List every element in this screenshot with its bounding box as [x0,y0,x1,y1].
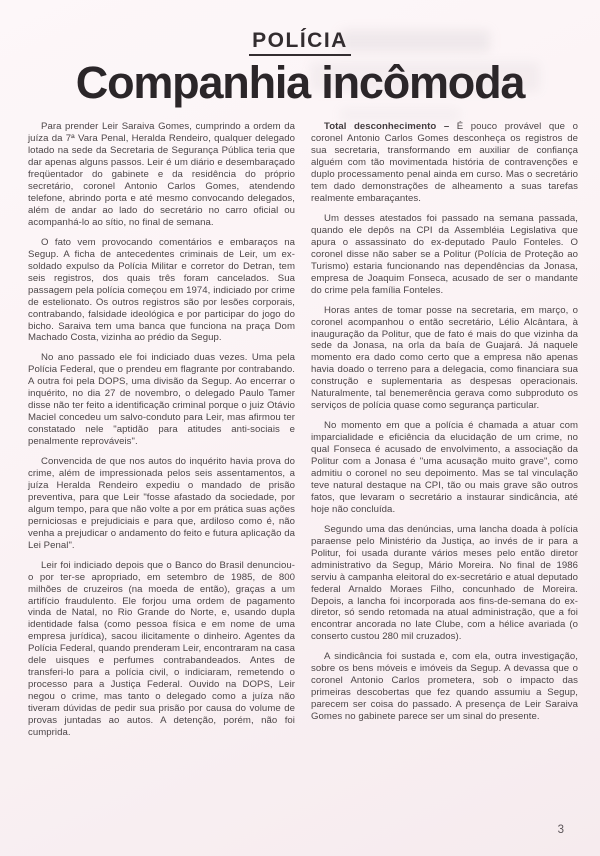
paragraph-text: Leir foi indiciado depois que o Banco do Brasil denunciou-o por ter-se apropriado, em setembro de 1985, de 800 milhões de cruzeiros (na moeda de então), graças a um artifício fraudulento. Ele forjou uma ordem de pagamento vinda de Natal, no Rio Grande do Norte, e, usando dupla identidade falsa (como pessoa física e em nome de uma empresa jurídica), sacou ilicitamente o dinheiro. Agentes da Polícia Federal, quando prenderam Leir, encontraram na casa dele uisques e perfumes contrabandeados. Antes de transferi-lo para a polícia civil, o indiciaram, remetendo o processo para a Justiça Federal. Ouvido na DOPS, Leir negou o crime, mas tanto o delegado como a juíza não tiveram dúvidas de pedir sua prisão por causa do volume de provas juntadas ao autos. A detenção, porém, não foi cumprida. [28,559,295,738]
paragraph-text: O fato vem provocando comentários e embaraços na Segup. A ficha de antecedentes criminais de Leir, um ex-soldado expulso da Polícia Militar e corretor do Detran, tem seis registros, dos quais três foram cancelados. Sua passagem pela polícia começou em 1974, indiciado por crime de estelionato. Os outros registros são por lesões corporais, contrabando, falsidade ideológica e por participar do jogo do bicho. Saraiva tem uma banca que funciona na praça Dom Machado Costa, vizinha ao prédio da Segup. [28,236,295,344]
article-paragraph [28,237,295,345]
article-column-left [28,121,295,747]
article-paragraph [28,352,295,448]
article-paragraph [311,213,578,297]
paragraph-text: Para prender Leir Saraiva Gomes, cumprindo a ordem da juíza da 7ª Vara Penal, Heralda Rendeiro, qualquer delegado lotado na sede da Secretaria de Segurança Pública teria que dar apenas alguns passos. Leir é um diário e desembaraçado freqüentador do gabinete e da residência do próprio secretário, coronel Antonio Carlos Gomes, atendendo telefone, abrindo porta e até mesmo convocando delegados, além de andar ao lado do secretário no carro oficial ou acompanhá-lo ao sítio, no final de semana. [28,121,295,228]
section-kicker: POLÍCIA [249,29,351,56]
article-paragraph [311,524,578,644]
paragraph-text: Segundo uma das denúncias, uma lancha doada à polícia paraense pelo Ministério da Justiça, ao invés de ir para a Politur, foi usada durante vários meses pelo então diretor administrativo da Segup, Mário Moreira. No final de 1986 serviu à campanha eleitoral do ex-secretário e atual deputado federal Arnaldo Moraes Filho, concunhado de Moreira. Depois, a lancha foi incorporada aos fins-de-semana do ex-diretor, só sendo retomada na atual administração, que a foi encontrar ancorada no Iate Clube, com a hélice avariada (o conserto custou 280 mil cruzados). [311,523,578,643]
article-paragraph [28,121,295,229]
paragraph-text: No momento em que a polícia é chamada a atuar com imparcialidade e eficiência da elucidação de um crime, no qual Fonseca é acusado de envolvimento, a associação da Politur com a Jonasa é "uma acusação muito grave", como admitiu o coronel no seu depoimento. Mas se tal vinculação teve natural destaque na CPI, tão ou mais grave são outros fatos, que levaram o secretário a instaurar sindicância, até hoje não concluída. [311,420,578,515]
article-paragraph [311,651,578,723]
article-paragraph [311,121,578,205]
paragraph-text: Horas antes de tomar posse na secretaria, em março, o coronel acompanhou o então secretário, Lélio Alcântara, à inauguração da Politur, que de fato é mais do que vizinha da sede da Jonasa, na orla da baía de Guajará. Já naquele momento era dado como certo que a empresa não apenas havia doado o terreno para a delegacia, como financiara sua construção e suplementaria as despesas operacionais. Naturalmente, tal benemerência gerava como subproduto os serviços de polícia quase como segurança particular. [311,304,578,412]
article-paragraph [311,420,578,516]
paragraph-text: A sindicância foi sustada e, com ela, outra investigação, sobre os bens móveis e imóveis da Segup. A devassa que o coronel Antonio Carlos prometera, sob o impacto das primeiras descobertas que fez quando assumiu a Segup, parecem ser coisa do passado. A presença de Leir Saraiva Gomes no gabinete parece ser um sinal do presente. [311,651,578,723]
paragraph-text: É pouco provável que o coronel Antonio Carlos Gomes desconheça os registros de sua secretaria, transformando em auxiliar de confiança alguém com tão movimentada história de contravenções e duplo processamento penal ainda em curso. Mas o secretário tem dado demonstrações de alheamento a suas tarefas realmente embaraçantes. [311,121,578,204]
article-paragraph [28,560,295,739]
paragraph-text: No ano passado ele foi indiciado duas vezes. Uma pela Polícia Federal, que o prendeu em flagrante por contrabando. A outra foi pela DOPS, uma divisão da Segup. Ao encerrar o inquérito, no dia 27 de novembro, o delegado Paulo Tamer disse não ter feito a identificação criminal porque o juiz Otávio Maciel concedeu um salvo-conduto para Leir, mas afirmou ter constatado nele "aptidão para atitudes anti-sociais e penalmente reprováveis". [28,352,295,448]
article-paragraph [28,456,295,552]
article-body [0,106,600,747]
article-paragraph [311,305,578,413]
article-column-right [311,121,578,747]
paragraph-lead-in: Total desconhecimento – [324,121,457,133]
article-header [0,0,600,106]
paragraph-text: Convencida de que nos autos do inquérito havia prova do crime, além de impressionada pelos seis assentamentos, a juíza Heralda Rendeiro expediu o mandado de prisão preventiva, para que Leir "fosse afastado da sociedade, por algum tempo, para que não volte a por em prática suas ações perniciosas e prejudiciais e para que, ardiloso como é, não venha a prejudicar o andamento do feito e futura aplicação da Lei Penal". [28,456,295,551]
page-number: 3 [557,824,564,836]
page-title: Companhia incômoda [75,57,525,108]
paragraph-text: Um desses atestados foi passado na semana passada, quando ele depôs na CPI da Assembléia Legislativa que apura o assassinato do ex-deputado Paulo Fonteles. O coronel disse não saber se a Politur (Polícia de Proteção ao Turismo) estaria funcionando nas dependências da Jonasa, empresa de Joaquim Fonseca, acusado de ser o mandante do crime pela família Fonteles. [311,212,578,296]
